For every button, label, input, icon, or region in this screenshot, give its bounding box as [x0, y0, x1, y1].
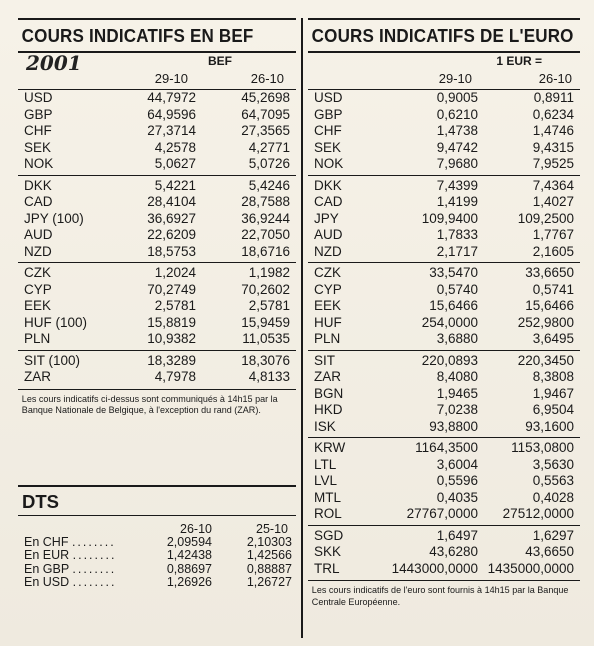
- rate-value-2: 0,5741: [532, 281, 574, 297]
- rate-value-1: 1,6497: [436, 527, 478, 543]
- rate-value-1: 1,9465: [436, 385, 478, 401]
- rate-row: [18, 298, 296, 315]
- rate-row: [18, 211, 296, 228]
- dts-dot-leader: ........: [72, 561, 117, 576]
- rate-value-1: 18,3289: [147, 352, 196, 368]
- rate-value-2: 5,0726: [248, 156, 290, 171]
- rate-value-2: 1153,0800: [511, 440, 574, 455]
- euro-column: [308, 18, 580, 608]
- dts-currency: [24, 536, 116, 550]
- currency-code: CZK: [314, 265, 341, 280]
- rate-value-2: 1435000,0000: [487, 560, 574, 576]
- rate-row: [308, 331, 580, 348]
- dts-value-1: 1,42438: [166, 548, 212, 562]
- currency-code: CHF: [314, 123, 342, 138]
- rate-value-1: 28,4104: [147, 194, 196, 209]
- rate-row: [308, 194, 580, 211]
- rate-value-1: 4,7978: [154, 369, 196, 384]
- rate-value-1: 33,5470: [429, 265, 478, 280]
- currency-code: DKK: [24, 177, 52, 193]
- currency-code: USD: [314, 90, 343, 105]
- rate-value-2: 109,2500: [517, 210, 574, 226]
- rate-row: [18, 178, 296, 195]
- dts-value-1: 1,26926: [166, 575, 212, 589]
- currency-code: SIT (100): [24, 352, 81, 368]
- currency-code: HUF (100): [24, 314, 88, 330]
- rate-value-1: 2,5781: [154, 298, 196, 313]
- rate-value-1: 220,0893: [421, 352, 478, 368]
- group-separator: [18, 175, 296, 176]
- currency-code: DKK: [314, 177, 342, 193]
- rate-value-1: 8,4080: [436, 369, 478, 384]
- rate-row: [308, 107, 580, 124]
- rate-value-1: 0,4035: [436, 489, 478, 505]
- dts-value-2: 1,42566: [246, 548, 292, 562]
- group-separator: [18, 350, 296, 351]
- dts-title: DTS: [22, 490, 59, 512]
- rate-value-2: 3,5630: [532, 456, 574, 472]
- rate-value-2: 93,1600: [525, 418, 574, 434]
- currency-code: NZD: [24, 243, 52, 259]
- rate-value-2: 8,3808: [532, 369, 574, 384]
- dts-currency-label: En GBP: [24, 561, 69, 576]
- bef-date-2: 26-10: [250, 71, 284, 86]
- currency-code: NOK: [314, 156, 344, 171]
- dts-dot-leader: ........: [72, 548, 117, 562]
- rate-row: [308, 90, 580, 107]
- currency-code: AUD: [24, 227, 53, 242]
- rate-value-1: 15,6466: [429, 298, 478, 313]
- rate-value-2: 3,6495: [532, 331, 574, 346]
- currency-code: JPY (100): [24, 210, 84, 226]
- rate-row: [18, 156, 296, 173]
- rate-value-1: 44,7972: [147, 90, 196, 105]
- rate-value-1: 43,6280: [429, 544, 478, 559]
- rate-value-2: 4,2771: [248, 139, 290, 155]
- rate-value-1: 109,9400: [421, 210, 478, 226]
- rate-value-1: 1443000,0000: [391, 560, 478, 576]
- rate-row: [308, 244, 580, 261]
- rate-row: [18, 265, 296, 282]
- rate-value-2: 0,5563: [532, 473, 574, 488]
- currency-code: KRW: [314, 440, 346, 455]
- group-separator: [308, 437, 580, 438]
- dts-currency-label: En USD: [24, 575, 70, 589]
- rate-row: [308, 156, 580, 173]
- rate-row: [308, 419, 580, 436]
- rate-value-1: 7,0238: [436, 402, 478, 417]
- rate-value-2: 1,6297: [532, 527, 574, 543]
- rate-value-1: 10,9382: [147, 331, 196, 346]
- rate-value-1: 5,4221: [154, 177, 196, 193]
- euro-subheader: [308, 53, 580, 71]
- rate-value-1: 7,4399: [436, 177, 478, 193]
- currency-code: SEK: [314, 139, 342, 155]
- currency-code: BGN: [314, 385, 344, 401]
- bef-title: COURS INDICATIFS EN BEF: [21, 25, 254, 46]
- rate-row: [308, 457, 580, 474]
- rate-value-2: 18,6716: [241, 243, 290, 259]
- rate-value-2: 27,3565: [241, 123, 290, 138]
- currency-code: HKD: [314, 402, 343, 417]
- rate-row: [18, 353, 296, 370]
- rate-row: [18, 107, 296, 124]
- rate-row: [308, 473, 580, 490]
- rate-value-2: 6,9504: [532, 402, 574, 417]
- currency-code: CYP: [314, 281, 342, 297]
- rate-value-2: 2,5781: [248, 298, 290, 313]
- currency-code: JPY: [314, 210, 339, 226]
- dts-currency-label: En CHF: [24, 534, 69, 549]
- rate-value-2: 70,2602: [241, 281, 290, 297]
- rate-value-1: 0,5596: [436, 473, 478, 488]
- currency-code: LVL: [314, 473, 338, 488]
- rate-value-1: 254,0000: [421, 314, 478, 330]
- currency-code: CHF: [24, 123, 52, 138]
- rate-row: [308, 123, 580, 140]
- dts-row: [18, 576, 296, 590]
- bef-note: Les cours indicatifs ci-dessus sont communiqués à 14h15 par la Banque Nationale de Belgique, à l'exception du rand (ZAR).: [21, 393, 278, 416]
- rate-value-2: 252,9800: [517, 314, 574, 330]
- dts-currency: [24, 549, 116, 563]
- euro-date-1: 29-10: [438, 71, 472, 86]
- currency-code: PLN: [314, 331, 341, 346]
- bef-dates: [18, 71, 296, 89]
- dts-date-2: 25-10: [256, 521, 288, 536]
- currency-code: SGD: [314, 527, 344, 543]
- dts-value-2: 1,26727: [246, 575, 292, 589]
- currency-code: CAD: [314, 194, 343, 209]
- handwritten-year: 2001: [26, 51, 82, 75]
- rate-row: [18, 90, 296, 107]
- dts-dot-leader: ........: [72, 575, 117, 589]
- currency-code: USD: [24, 90, 53, 105]
- dts-value-2: 0,88887: [246, 561, 292, 576]
- rate-row: [18, 315, 296, 332]
- rate-value-1: 93,8800: [429, 418, 478, 434]
- rate-row: [308, 315, 580, 332]
- rate-value-2: 64,7095: [241, 106, 290, 122]
- rate-row: [18, 140, 296, 157]
- rate-value-2: 0,8911: [533, 90, 574, 105]
- rate-value-2: 22,7050: [241, 227, 290, 242]
- rate-value-1: 3,6004: [436, 456, 478, 472]
- bef-currency-label: BEF: [208, 54, 232, 68]
- rate-value-2: 2,1605: [532, 243, 574, 259]
- rate-row: [18, 331, 296, 348]
- euro-note: Les cours indicatifs de l'euro sont fournis à 14h15 par la Banque Centrale Européenne.: [311, 585, 569, 608]
- rate-value-2: 18,3076: [241, 352, 290, 368]
- rate-value-2: 28,7588: [241, 194, 290, 209]
- currency-code: AUD: [314, 227, 343, 242]
- rate-row: [308, 178, 580, 195]
- euro-currency-label: 1 EUR =: [496, 54, 542, 68]
- currency-code: CYP: [24, 281, 52, 297]
- group-separator: [18, 262, 296, 263]
- group-separator: [308, 350, 580, 351]
- rate-value-2: 7,9525: [532, 156, 574, 171]
- rate-value-1: 27,3714: [147, 123, 196, 138]
- rate-value-1: 1,2024: [154, 265, 196, 280]
- rate-row: [18, 194, 296, 211]
- rate-value-1: 3,6880: [436, 331, 478, 346]
- currency-code: MTL: [314, 489, 341, 505]
- currency-code: NZD: [314, 243, 342, 259]
- rate-row: [18, 123, 296, 140]
- dts-value-2: 2,10303: [246, 534, 292, 549]
- rate-value-1: 9,4742: [436, 139, 478, 155]
- rate-value-2: 43,6650: [525, 544, 574, 559]
- rate-value-2: 1,7767: [532, 227, 574, 242]
- rate-row: [308, 211, 580, 228]
- rate-row: [308, 561, 580, 578]
- rate-value-2: 0,4028: [532, 489, 574, 505]
- rate-row: [308, 227, 580, 244]
- currency-code: ZAR: [314, 369, 341, 384]
- dts-currency: [24, 563, 116, 577]
- rate-row: [308, 298, 580, 315]
- currency-code: CZK: [24, 265, 51, 280]
- rate-value-1: 1,4199: [436, 194, 478, 209]
- rate-value-2: 15,9459: [241, 314, 290, 330]
- rate-value-1: 7,9680: [436, 156, 478, 171]
- rate-row: [308, 282, 580, 299]
- dts-date-1: 26-10: [180, 521, 212, 536]
- rate-row: [308, 544, 580, 561]
- dts-table: [18, 536, 296, 590]
- rate-value-2: 9,4315: [532, 139, 574, 155]
- dts-row: [18, 536, 296, 550]
- rate-value-1: 1,4738: [436, 123, 478, 138]
- currency-code: EEK: [24, 298, 52, 313]
- rate-row: [308, 265, 580, 282]
- rate-row: [308, 440, 580, 457]
- rate-value-2: 7,4364: [532, 177, 574, 193]
- rate-value-2: 1,9467: [532, 385, 574, 401]
- rate-row: [18, 282, 296, 299]
- dts-value-1: 2,09594: [166, 534, 212, 549]
- currency-code: TRL: [314, 560, 340, 576]
- dts-currency-label: En EUR: [24, 548, 70, 562]
- rate-value-1: 70,2749: [147, 281, 196, 297]
- dts-row: [18, 549, 296, 563]
- rate-value-1: 1,7833: [436, 227, 478, 242]
- rate-value-1: 15,8819: [147, 314, 196, 330]
- euro-dates: [308, 71, 580, 89]
- rate-value-2: 45,2698: [241, 90, 290, 105]
- rate-row: [308, 386, 580, 403]
- rate-row: [308, 490, 580, 507]
- rate-value-1: 2,1717: [436, 243, 478, 259]
- rate-value-2: 220,3450: [517, 352, 574, 368]
- currency-code: NOK: [24, 156, 54, 171]
- currency-code: LTL: [314, 456, 337, 472]
- rate-value-1: 22,6209: [147, 227, 196, 242]
- rate-value-1: 5,0627: [154, 156, 196, 171]
- rate-value-1: 0,6210: [436, 106, 478, 122]
- dts-dates: [18, 522, 296, 536]
- group-separator: [308, 175, 580, 176]
- euro-title: COURS INDICATIFS DE L'EURO: [311, 25, 574, 46]
- rate-row: [308, 506, 580, 523]
- currency-code: ISK: [314, 418, 336, 434]
- rate-value-1: 4,2578: [154, 139, 196, 155]
- currency-code: HUF: [314, 314, 342, 330]
- dts-row: [18, 563, 296, 577]
- rate-value-1: 0,5740: [436, 281, 478, 297]
- rate-value-2: 4,8133: [248, 369, 290, 384]
- rate-row: [308, 353, 580, 370]
- currency-code: ZAR: [24, 369, 51, 384]
- group-separator: [308, 525, 580, 526]
- rate-row: [18, 244, 296, 261]
- rate-row: [308, 140, 580, 157]
- currency-code: SKK: [314, 544, 342, 559]
- rate-value-2: 36,9244: [241, 210, 290, 226]
- bef-date-1: 29-10: [154, 71, 188, 86]
- rate-row: [308, 369, 580, 386]
- rate-value-2: 15,6466: [525, 298, 574, 313]
- rate-value-1: 27767,0000: [406, 506, 478, 521]
- currency-code: GBP: [24, 106, 53, 122]
- bef-subheader: [18, 51, 296, 75]
- rate-row: [18, 227, 296, 244]
- rate-value-1: 18,5753: [147, 243, 196, 259]
- currency-code: CAD: [24, 194, 53, 209]
- dts-value-1: 0,88697: [166, 561, 212, 576]
- dts-currency: [24, 576, 116, 590]
- currency-code: PLN: [24, 331, 51, 346]
- group-separator: [308, 262, 580, 263]
- rate-value-2: 1,4746: [532, 123, 574, 138]
- rate-value-2: 11,0535: [242, 331, 290, 346]
- rate-row: [308, 402, 580, 419]
- currency-code: EEK: [314, 298, 342, 313]
- rate-value-1: 0,9005: [436, 90, 478, 105]
- euro-date-2: 26-10: [538, 71, 572, 86]
- bef-column: [18, 18, 296, 590]
- rate-value-2: 33,6650: [525, 265, 574, 280]
- bef-rate-table: [18, 90, 296, 386]
- rate-row: [18, 369, 296, 386]
- currency-code: SIT: [314, 352, 336, 368]
- rate-value-1: 64,9596: [147, 106, 196, 122]
- rate-value-2: 0,6234: [532, 106, 574, 122]
- rate-value-2: 5,4246: [248, 177, 290, 193]
- rate-value-2: 27512,0000: [502, 506, 574, 521]
- rate-value-1: 1164,3500: [415, 440, 478, 455]
- rate-row: [308, 528, 580, 545]
- dts-dot-leader: ........: [71, 534, 116, 549]
- column-divider: [301, 18, 303, 638]
- currency-code: ROL: [314, 506, 342, 521]
- rate-value-1: 36,6927: [147, 210, 196, 226]
- rate-value-2: 1,1982: [248, 265, 290, 280]
- euro-rate-table: [308, 90, 580, 577]
- currency-code: GBP: [314, 106, 343, 122]
- currency-code: SEK: [24, 139, 52, 155]
- rate-value-2: 1,4027: [532, 194, 574, 209]
